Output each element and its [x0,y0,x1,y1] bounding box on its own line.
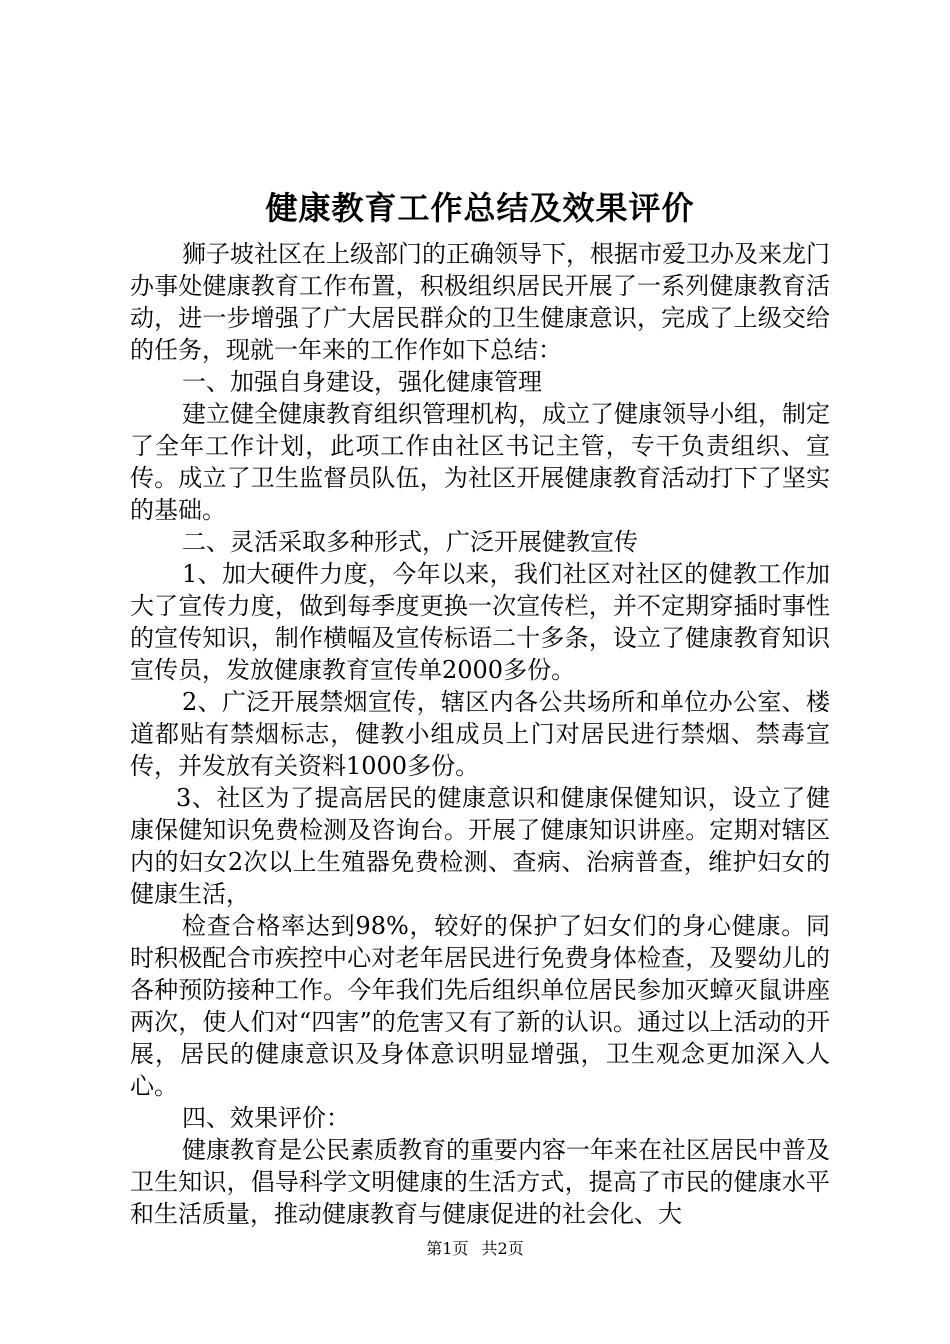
paragraph-evaluation: 健康教育是公民素质教育的重要内容一年来在社区居民中普及卫生知识，倡导科学文明健康的生活方式，提高了市民的健康水平和生活质量，推动健康教育与健康促进的社会化、大 [130,1136,830,1228]
document-title: 健康教育工作总结及效果评价 [265,189,695,227]
page-number: 第1页 [426,1239,469,1258]
document-page [130,182,830,1230]
paragraph-intro: 狮子坡社区在上级部门的正确领导下，根据市爱卫办及来龙门办事处健康教育工作布置，积极组织居民开展了一系列健康教育活动，进一步增强了广大居民群众的卫生健康意识，完成了上级交给的任务，现就一年来的工作作如下总结： [130,240,830,364]
paragraph-item-2: 2、广泛开展禁烟宣传，辖区内各公共场所和单位办公室、楼道都贴有禁烟标志，健教小组成员上门对居民进行禁烟、禁毒宣传，并发放有关资料1000多份。 [130,688,830,780]
paragraph-section-1: 建立健全健康教育组织管理机构，成立了健康领导小组，制定了全年工作计划，此项工作由社区书记主管，专干负责组织、宣传。成立了卫生监督员队伍，为社区开展健康教育活动打下了坚实的基础。 [130,400,830,524]
page-total: 共2页 [481,1239,524,1258]
page-footer [0,1238,950,1260]
heading-section-1: 一、加强自身建设，强化健康管理 [182,368,542,396]
heading-section-4: 四、效果评价： [182,1104,350,1132]
heading-section-2: 二、灵活采取多种形式，广泛开展健教宣传 [182,528,638,556]
paragraph-item-3: 3、社区为了提高居民的健康意识和健康保健知识，设立了健康保健知识免费检测及咨询台。开展了健康知识讲座。定期对辖区内的妇女2次以上生殖器免费检测、查病、治病普查，维护妇女的健康生活， [130,784,830,908]
paragraph-item-1: 1、加大硬件力度，今年以来，我们社区对社区的健教工作加大了宣传力度，做到每季度更换一次宣传栏，并不定期穿插时事性的宣传知识，制作横幅及宣传标语二十多条，设立了健康教育知识宣传员，发放健康教育宣传单2000多份。 [130,560,830,684]
paragraph-results: 检查合格率达到98%，较好的保护了妇女们的身心健康。同时积极配合市疾控中心对老年居民进行免费身体检查，及婴幼儿的各种预防接种工作。今年我们先后组织单位居民参加灭蟑灭鼠讲座两次，使人们对“四害”的危害又有了新的认识。通过以上活动的开展，居民的健康意识及身体意识明显增强，卫生观念更加深入人心。 [130,912,830,1100]
document-body [130,238,830,1230]
